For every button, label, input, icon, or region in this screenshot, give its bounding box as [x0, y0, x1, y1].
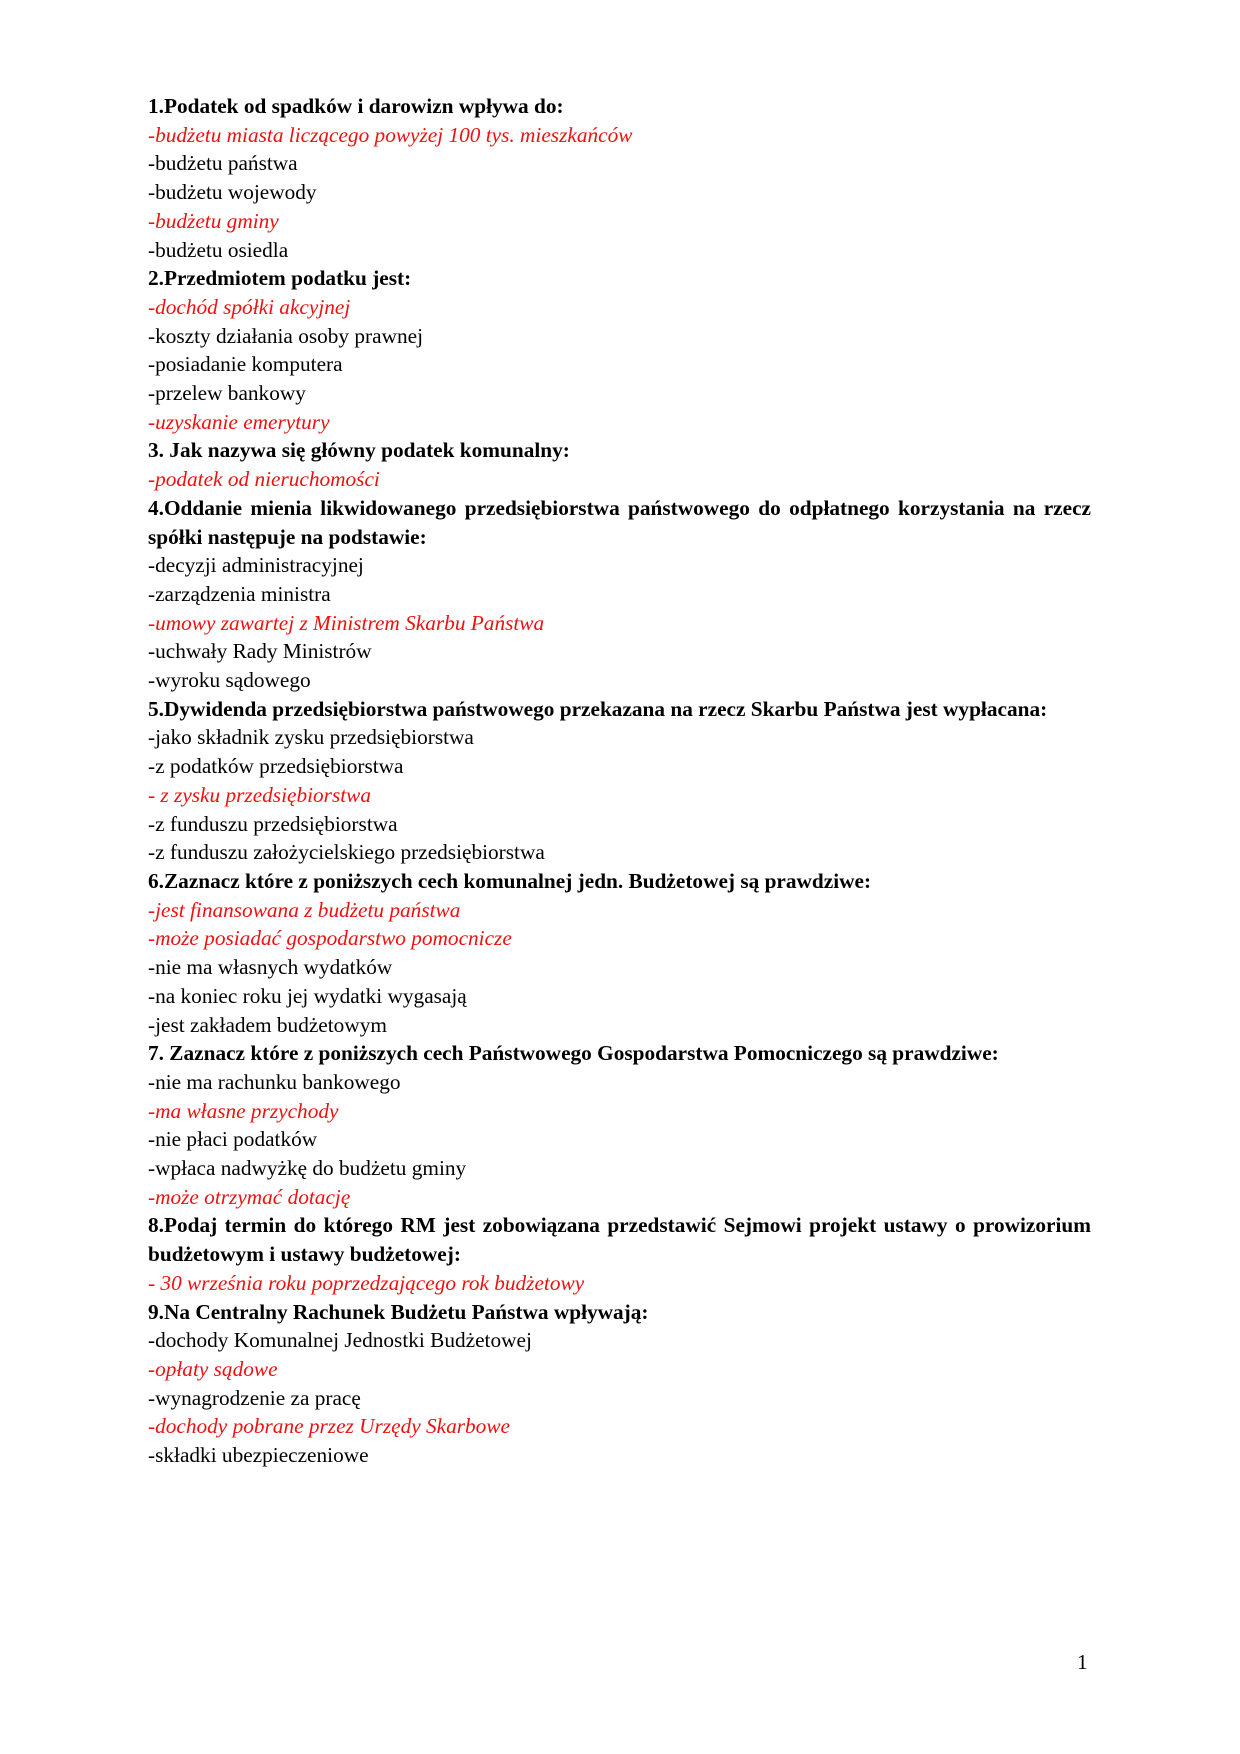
- question-text: 7. Zaznacz które z poniższych cech Państwowego Gospodarstwa Pomocniczego są prawdziwe:: [148, 1041, 999, 1066]
- answer-option-correct: -może posiadać gospodarstwo pomocnicze: [148, 926, 512, 951]
- answer-option: -jest zakładem budżetowym: [148, 1012, 387, 1037]
- answer-option: -jako składnik zysku przedsiębiorstwa: [148, 725, 474, 750]
- question-block: [148, 264, 1091, 436]
- answer-option: -dochody Komunalnej Jednostki Budżetowej: [148, 1328, 532, 1353]
- question-text: 9.Na Centralny Rachunek Budżetu Państwa wpływają:: [148, 1299, 649, 1324]
- question-text: 8.Podaj termin do którego RM jest zobowiązana przedstawić Sejmowi projekt ustawy o prowizorium budżetowym i ustawy budżetowej:: [148, 1213, 1091, 1267]
- answer-option: -wyroku sądowego: [148, 668, 311, 693]
- answer-option-correct: -opłaty sądowe: [148, 1356, 278, 1381]
- question-block: [148, 695, 1091, 867]
- page-number: 1: [1077, 1650, 1088, 1674]
- question-text: 1.Podatek od spadków i darowizn wpływa do:: [148, 94, 564, 118]
- answer-option: -posiadanie komputera: [148, 352, 343, 377]
- question-block: [148, 436, 1091, 493]
- answer-option-correct: -dochody pobrane przez Urzędy Skarbowe: [148, 1414, 510, 1439]
- answer-option: -z funduszu przedsiębiorstwa: [148, 811, 398, 836]
- question-block: [148, 494, 1091, 695]
- question-block: [148, 867, 1091, 1039]
- answer-option: -wynagrodzenie za pracę: [148, 1385, 361, 1410]
- answer-option: -budżetu wojewody: [148, 180, 317, 205]
- answer-option: -budżetu osiedla: [148, 237, 289, 262]
- answer-option: -z funduszu założycielskiego przedsiębiorstwa: [148, 840, 545, 865]
- answer-option: -zarządzenia ministra: [148, 581, 331, 606]
- answer-option: -składki ubezpieczeniowe: [148, 1443, 369, 1468]
- answer-option-correct: -budżetu gminy: [148, 208, 279, 233]
- answer-option-correct: -podatek od nieruchomości: [148, 467, 380, 492]
- answer-option: -wpłaca nadwyżkę do budżetu gminy: [148, 1156, 467, 1181]
- question-text: 6.Zaznacz które z poniższych cech komunalnej jedn. Budżetowej są prawdziwe:: [148, 868, 872, 893]
- question-block: [148, 1298, 1091, 1470]
- question-block: [148, 1039, 1091, 1211]
- answer-option-correct: -uzyskanie emerytury: [148, 409, 330, 434]
- question-text: 3. Jak nazywa się główny podatek komunalny:: [148, 438, 570, 463]
- answer-option: -koszty działania osoby prawnej: [148, 323, 423, 348]
- answer-option-correct: - 30 września roku poprzedzającego rok budżetowy: [148, 1270, 585, 1295]
- answer-option-correct: -dochód spółki akcyjnej: [148, 294, 351, 319]
- answer-option-correct: - z zysku przedsiębiorstwa: [148, 782, 372, 807]
- document-body: [148, 92, 1091, 1470]
- question-text: 5.Dywidenda przedsiębiorstwa państwowego przekazana na rzecz Skarbu Państwa jest wypłacana:: [148, 696, 1048, 721]
- question-text: 2.Przedmiotem podatku jest:: [148, 266, 412, 291]
- question-block: [148, 1211, 1091, 1297]
- answer-option: -z podatków przedsiębiorstwa: [148, 754, 404, 779]
- question-text: 4.Oddanie mienia likwidowanego przedsiębiorstwa państwowego do odpłatnego korzystania na rzecz spółki następuje na podstawie:: [148, 495, 1091, 549]
- answer-option-correct: -ma własne przychody: [148, 1098, 339, 1123]
- answer-option: -nie ma własnych wydatków: [148, 955, 393, 980]
- answer-option: -budżetu państwa: [148, 151, 298, 176]
- answer-option: -decyzji administracyjnej: [148, 553, 364, 578]
- answer-option: -na koniec roku jej wydatki wygasają: [148, 983, 467, 1008]
- answer-option-correct: -jest finansowana z budżetu państwa: [148, 897, 461, 922]
- answer-option: -przelew bankowy: [148, 381, 306, 406]
- answer-option-correct: -budżetu miasta liczącego powyżej 100 tys. mieszkańców: [148, 122, 633, 147]
- answer-option-correct: -umowy zawartej z Ministrem Skarbu Państwa: [148, 610, 545, 635]
- answer-option: -uchwały Rady Ministrów: [148, 639, 372, 664]
- answer-option: -nie ma rachunku bankowego: [148, 1069, 401, 1094]
- question-block: [148, 92, 1091, 264]
- answer-option-correct: -może otrzymać dotację: [148, 1184, 351, 1209]
- answer-option: -nie płaci podatków: [148, 1127, 318, 1152]
